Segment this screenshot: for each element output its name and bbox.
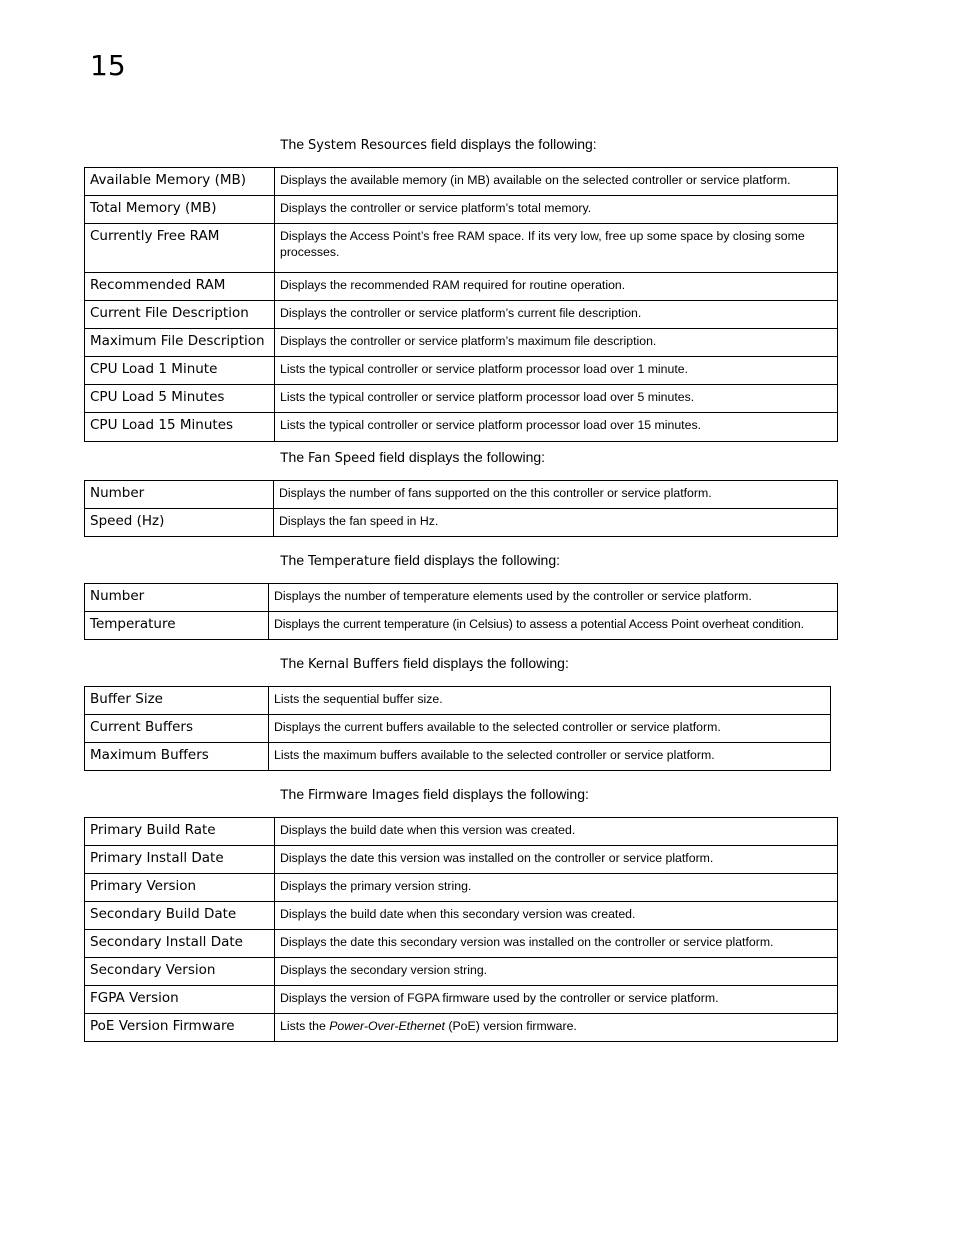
desc-cell: Displays the current buffers available to the selected controller or service platform. [269, 715, 831, 743]
desc-cell: Displays the recommended RAM required for routine operation. [275, 273, 838, 301]
table-row [85, 357, 838, 385]
table-row [85, 273, 838, 301]
fan-speed-table [84, 480, 838, 537]
term-cell: Current File Description [85, 301, 275, 329]
table-row [85, 818, 838, 846]
table-row [85, 715, 831, 743]
term-cell: CPU Load 5 Minutes [85, 385, 275, 413]
desc-cell: Lists the typical controller or service platform processor load over 1 minute. [275, 357, 838, 385]
desc-prefix: Lists the [280, 1019, 330, 1033]
intro-suffix: field displays the following: [375, 449, 546, 465]
section-intro [280, 786, 589, 804]
table-row [85, 168, 838, 196]
desc-cell: Displays the date this secondary version was installed on the controller or service platform. [275, 930, 838, 958]
field-name: Firmware Images [308, 788, 420, 803]
term-cell: Secondary Build Date [85, 902, 275, 930]
field-name: Kernal Buffers [308, 657, 400, 672]
term-cell: Current Buffers [85, 715, 269, 743]
term-cell: Number [85, 584, 269, 612]
term-cell: Secondary Install Date [85, 930, 275, 958]
desc-cell: Displays the number of fans supported on the this controller or service platform. [274, 481, 838, 509]
intro-prefix: The [280, 136, 309, 152]
table-row [85, 413, 838, 442]
term-cell: Temperature [85, 612, 269, 640]
field-name: Temperature [308, 554, 391, 569]
chapter-number: 15 [90, 49, 126, 82]
table-row [85, 329, 838, 357]
desc-cell: Displays the number of temperature elements used by the controller or service platform. [269, 584, 838, 612]
term-cell: Recommended RAM [85, 273, 275, 301]
term-cell: Maximum Buffers [85, 743, 269, 771]
desc-cell: Displays the version of FGPA firmware used by the controller or service platform. [275, 986, 838, 1014]
table-row [85, 958, 838, 986]
term-cell: Currently Free RAM [85, 224, 275, 273]
table-row [85, 1014, 838, 1042]
desc-cell: Displays the build date when this version was created. [275, 818, 838, 846]
field-name: Fan Speed [308, 451, 376, 466]
desc-suffix: (PoE) version firmware. [444, 1019, 577, 1033]
desc-cell: Displays the controller or service platform’s current file description. [275, 301, 838, 329]
term-cell: FGPA Version [85, 986, 275, 1014]
term-cell: PoE Version Firmware [85, 1014, 275, 1042]
intro-suffix: field displays the following: [419, 786, 589, 802]
desc-cell: Displays the build date when this secondary version was created. [275, 902, 838, 930]
term-cell: Primary Install Date [85, 846, 275, 874]
desc-cell: Lists the maximum buffers available to the selected controller or service platform. [269, 743, 831, 771]
desc-italic: Power-Over-Ethernet [329, 1019, 445, 1033]
desc-cell: Lists the typical controller or service platform processor load over 5 minutes. [275, 385, 838, 413]
desc-cell: Lists the typical controller or service platform processor load over 15 minutes. [275, 413, 838, 442]
desc-cell: Displays the secondary version string. [275, 958, 838, 986]
table-row [85, 385, 838, 413]
table-row [85, 509, 838, 537]
intro-suffix: field displays the following: [390, 552, 561, 568]
table-row [85, 196, 838, 224]
firmware-images-table [84, 817, 838, 1042]
table-row [85, 224, 838, 273]
section-intro [280, 655, 569, 673]
desc-cell: Displays the primary version string. [275, 874, 838, 902]
kernal-buffers-table [84, 686, 831, 771]
table-row [85, 846, 838, 874]
term-cell: Secondary Version [85, 958, 275, 986]
intro-prefix: The [280, 655, 309, 671]
desc-cell: Displays the date this version was installed on the controller or service platform. [275, 846, 838, 874]
desc-cell: Displays the Access Point’s free RAM space. If its very low, free up some space by closing some processes. [275, 224, 838, 273]
section-intro [280, 552, 560, 570]
term-cell: Total Memory (MB) [85, 196, 275, 224]
term-cell: Primary Version [85, 874, 275, 902]
intro-prefix: The [280, 449, 309, 465]
table-row [85, 481, 838, 509]
intro-prefix: The [280, 786, 309, 802]
desc-cell: Displays the fan speed in Hz. [274, 509, 838, 537]
term-cell: Available Memory (MB) [85, 168, 275, 196]
term-cell: Number [85, 481, 274, 509]
term-cell: Maximum File Description [85, 329, 275, 357]
table-row [85, 584, 838, 612]
term-cell: Buffer Size [85, 687, 269, 715]
term-cell: CPU Load 15 Minutes [85, 413, 275, 442]
table-row [85, 301, 838, 329]
table-row [85, 902, 838, 930]
desc-cell: Lists the sequential buffer size. [269, 687, 831, 715]
term-cell: CPU Load 1 Minute [85, 357, 275, 385]
intro-suffix: field displays the following: [399, 655, 569, 671]
intro-prefix: The [280, 552, 309, 568]
table-row [85, 687, 831, 715]
term-cell: Speed (Hz) [85, 509, 274, 537]
desc-cell: Displays the current temperature (in Celsius) to assess a potential Access Point overheat condition. [269, 612, 838, 640]
intro-suffix: field displays the following: [427, 136, 597, 152]
table-row [85, 743, 831, 771]
temperature-table [84, 583, 838, 640]
term-cell: Primary Build Rate [85, 818, 275, 846]
table-row [85, 612, 838, 640]
table-row [85, 986, 838, 1014]
section-intro [280, 136, 597, 154]
field-name: System Resources [308, 138, 428, 153]
section-intro [280, 449, 545, 467]
table-row [85, 930, 838, 958]
desc-cell: Displays the controller or service platform’s maximum file description. [275, 329, 838, 357]
desc-cell [275, 1014, 838, 1042]
desc-cell: Displays the controller or service platform’s total memory. [275, 196, 838, 224]
system-resources-table [84, 167, 838, 442]
table-row [85, 874, 838, 902]
desc-cell: Displays the available memory (in MB) available on the selected controller or service platform. [275, 168, 838, 196]
